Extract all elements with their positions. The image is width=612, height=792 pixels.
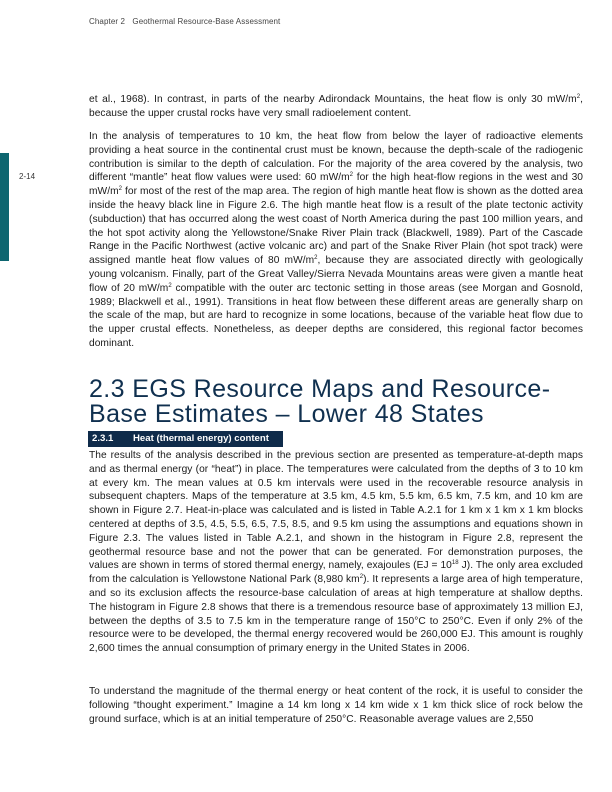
running-header	[89, 17, 280, 26]
page-margin-tab	[0, 153, 9, 261]
section-heading: 2.3 EGS Resource Maps and Resource-Base Estimates – Lower 48 States	[89, 375, 551, 428]
page-number: 2-14	[19, 172, 36, 181]
paragraph-heat-content: The results of the analysis described in the previous section are presented as temperature-at-depth maps and as thermal energy (or “heat”) in place. The temperatures were calculated from the depths of 3 to 10 km at every km. The mean values at 0.5 km intervals were used in the recoverable resource analysis in subsequent chapters. Maps of the temperature at 3.5 km, 4.5 km, 5.5 km, 6.5 km, 7.5 km, and 10 km are shown in Figure 2.7. Heat-in-place was calculated and is listed in Table A.2.1 for 1 km x 1 km x 1 km blocks centered at depths of 3.5, 4.5, 5.5, 6.5, 7.5, 8.5, and 9.5 km using the assumptions and equations shown in Figure 2.3. The values listed in Table A.2.1, and shown in the histogram in Figure 2.8, represent the geothermal resource base and not the power that can be generated. For demonstration purposes, the values are shown in terms of stored thermal energy, namely, exajoules ($EJ = 10^{18}$ J). The only area excluded from the calculation is Yellowstone National Park (8,980 $km^2$). It represents a large area of high temperature, and so its exclusion affects the resource-base calculation of areas at high temperature at shallow depths. The histogram in Figure 2.8 shows that there is a tremendous resource base of approximately 13 million EJ, between the depths of 3.5 to 7.5 km in the temperature range of 150°C to 250°C. Even if only 2% of the resource were to be developed, the thermal energy recovered would be 260,000 EJ. This amount is roughly 2,600 times the annual consumption of primary energy in the United States in 2006.	[89, 450, 583, 655]
paragraph-mantle-heat-flow: In the analysis of temperatures to 10 km, the heat flow from below the layer of radioactive elements providing a heat source in the continental crust must be known, because the depth-scale of the radiogenic contribution is similar to the depth of calculation. For the majority of the area covered by the analysis, two different “mantle” heat flow values were used: 60 $mW/m^2$ for the high heat-flow regions in the west and 30 $mW/m^2$ for most of the rest of the map area. The region of high mantle heat flow is shown as the dotted area inside the heavy black line in Figure 2.6. The high mantle heat flow is a result of the plate tectonic activity (subduction) that has occurred along the west coast of North America during the past 100 million years, and the hot spot activity along the Yellowstone/Snake River Plain track (Blackwell, 1989). Part of the Cascade Range in the Pacific Northwest (active volcanic arc) and part of the Snake River Plain (hot spot track) were assigned mantle heat flow values of 80 $mW/m^2$, because they are associated directly with geologically young volcanism. Finally, part of the Great Valley/Sierra Nevada Mountains areas were given a mantle heat flow of 20 $mW/m^2$ compatible with the outer arc tectonic setting in those areas (see Morgan and Gosnold, 1989; Blackwell et al., 1991). Transitions in heat flow between these different areas are generally sharp on the scale of the map, but are hard to recognize in some locations, because of the variable heat flow due to the upper crustal effects. Nonetheless, as deeper depths are considered, this regional factor becomes dominant.	[89, 131, 583, 349]
paragraph-thought-experiment: To understand the magnitude of the thermal energy or heat content of the rock, it is useful to consider the following “thought experiment.” Imagine a 14 km long x 14 km wide x 1 km thick slice of rock below the ground surface, which is at an initial temperature of 250°C. Reasonable average values are 2,550	[89, 686, 583, 725]
subsection-title: Heat (thermal energy) content	[133, 433, 269, 444]
chapter-title: Geothermal Resource-Base Assessment	[132, 17, 281, 26]
paragraph-continuation: et al., 1968). In contrast, in parts of the nearby Adirondack Mountains, the heat flow is only 30 $mW/m^2$, because the upper crustal rocks have very small radioelement content.	[89, 94, 583, 119]
subsection-number: 2.3.1	[92, 433, 114, 444]
subsection-heading	[88, 431, 283, 447]
chapter-label: Chapter 2	[89, 17, 126, 26]
